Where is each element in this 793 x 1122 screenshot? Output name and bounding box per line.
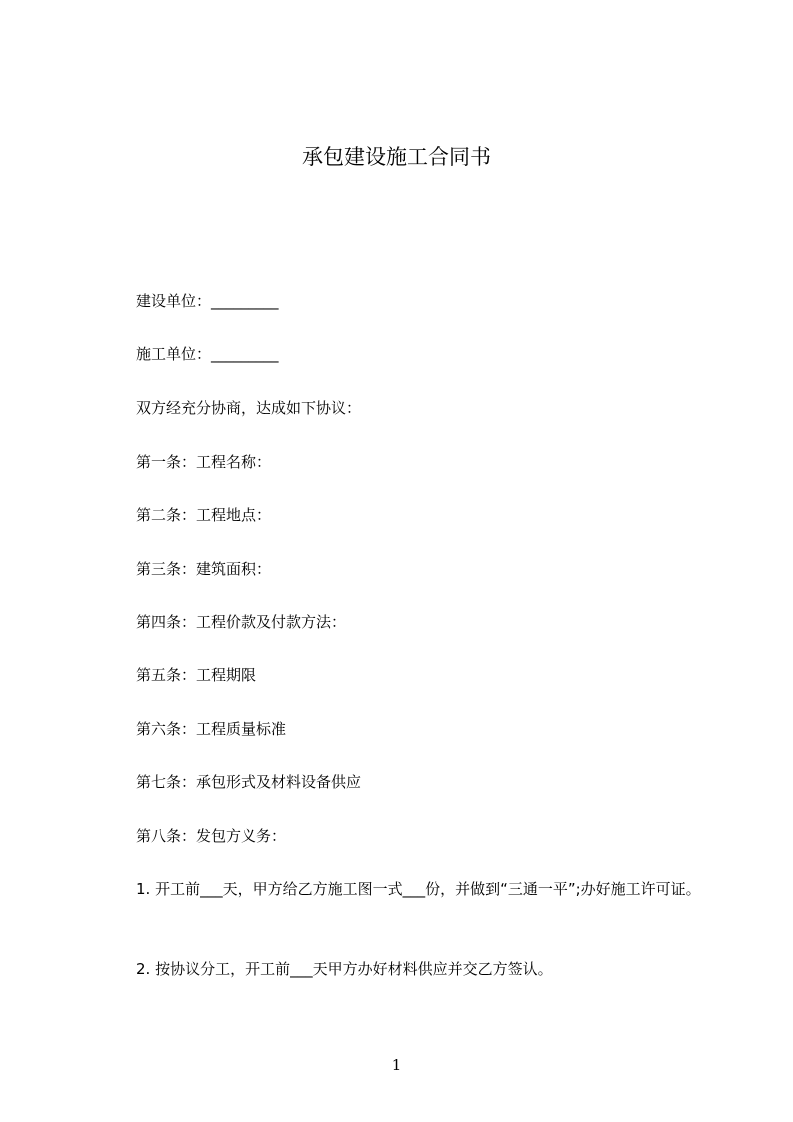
article-1-project-name: 第一条：工程名称： [136,453,272,471]
document-title: 承包建设施工合同书 [302,145,491,169]
article-7-contract-form: 第七条：承包形式及材料设备供应 [136,773,362,791]
article-8-employer-duties: 第八条：发包方义务： [136,827,287,845]
article-6-quality-standard: 第六条：工程质量标准 [136,720,287,738]
duty-item-2: 2. 按协议分工，开工前___天甲方办好材料供应并交乙方签认。 [136,960,553,978]
article-3-building-area: 第三条：建筑面积： [136,560,272,578]
construction-unit-field: 建设单位：_________ [136,292,279,310]
article-4-price-payment: 第四条：工程价款及付款方法： [136,613,347,631]
page-number: 1 [391,1056,402,1074]
article-2-project-location: 第二条：工程地点： [136,506,272,524]
contractor-unit-field: 施工单位：_________ [136,345,279,363]
agreement-intro: 双方经充分协商，达成如下协议： [136,399,362,417]
article-5-duration: 第五条：工程期限 [136,666,257,684]
duty-item-1: 1. 开工前___天，甲方给乙方施工图一式___份，并做到“三通一平”;办好施工许可证。 [136,880,701,898]
